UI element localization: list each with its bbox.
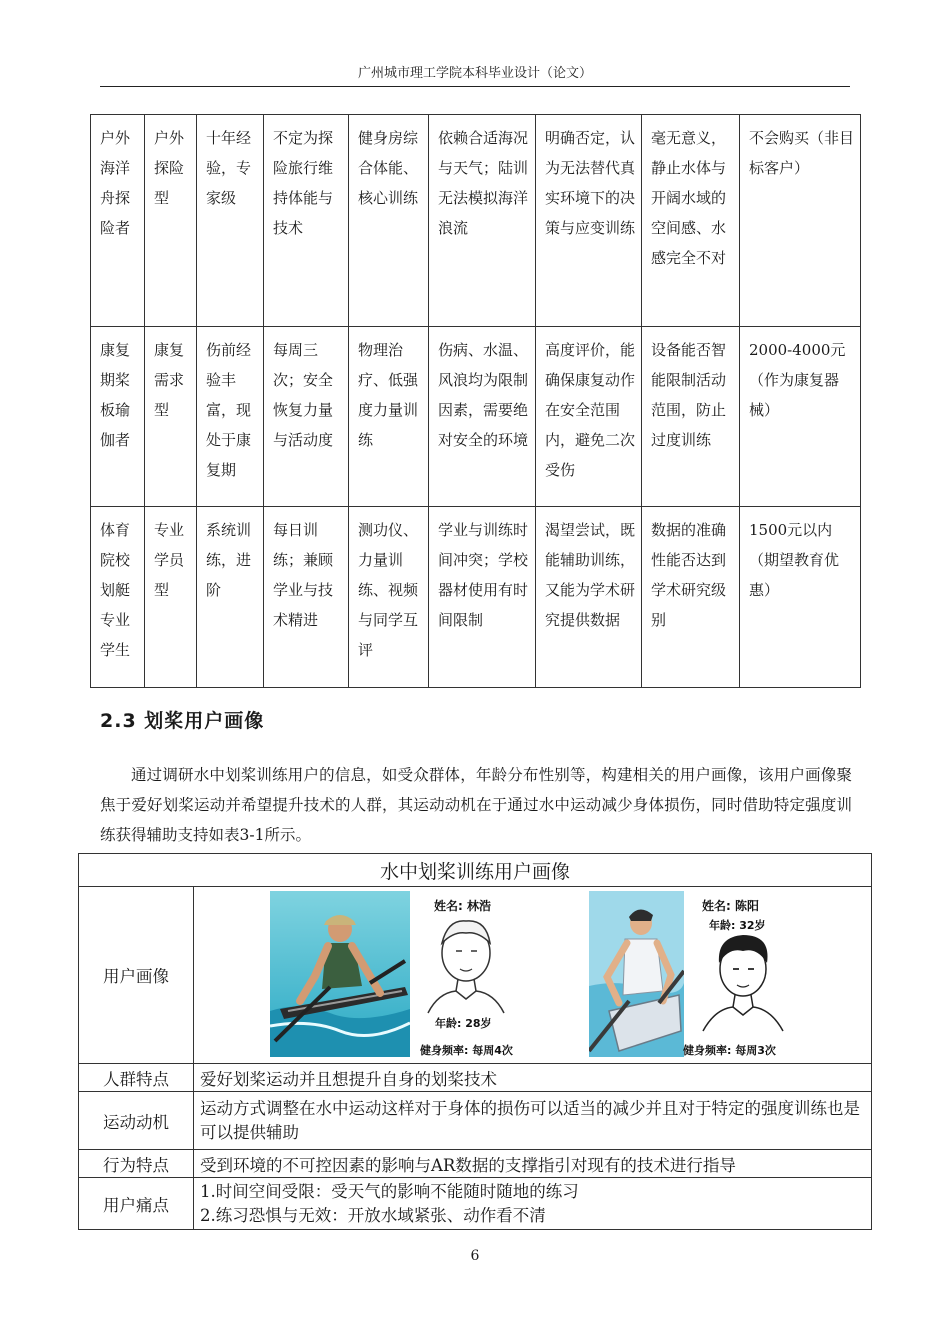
table-cell: 数据的准确性能否达到学术研究级别 xyxy=(642,507,740,688)
persona-1-frequency: 健身频率: 每周4次 xyxy=(420,1044,513,1057)
persona-row xyxy=(79,1150,872,1178)
persona-image-label: 用户画像 xyxy=(79,887,194,1064)
rower-photo-1 xyxy=(270,891,410,1057)
row-label: 行为特点 xyxy=(79,1150,194,1178)
table-cell: 不会购买（非目标客户） xyxy=(740,115,861,327)
row-value: 受到环境的不可控因素的影响与AR数据的支撑指引对现有的技术进行指导 xyxy=(194,1150,872,1178)
table-cell: 十年经验，专家级 xyxy=(197,115,264,327)
table-cell: 每周三次；安全恢复力量与活动度 xyxy=(264,327,349,507)
table-cell: 系统训练，进阶 xyxy=(197,507,264,688)
table-cell: 2000-4000元（作为康复器械） xyxy=(740,327,861,507)
table-row xyxy=(91,115,861,327)
table-cell: 健身房综合体能、核心训练 xyxy=(349,115,429,327)
table-row xyxy=(91,327,861,507)
persona-table-title-row xyxy=(79,854,872,887)
persona-table xyxy=(78,853,872,1230)
table-row xyxy=(91,507,861,688)
table-cell: 毫无意义，静止水体与开阔水域的空间感、水感完全不对 xyxy=(642,115,740,327)
persona-table-title: 水中划桨训练用户画像 xyxy=(79,854,872,887)
pain-point-2: 2.练习恐惧与无效：开放水域紧张、动作看不清 xyxy=(200,1205,546,1225)
table-cell: 明确否定，认为无法替代真实环境下的决策与应变训练 xyxy=(536,115,642,327)
table-cell: 设备能否智能限制活动范围，防止过度训练 xyxy=(642,327,740,507)
persona-2-frequency: 健身频率: 每周3次 xyxy=(683,1044,776,1057)
row-value: 爱好划桨运动并且想提升自身的划桨技术 xyxy=(194,1064,872,1092)
table-cell: 体育院校划艇专业学生 xyxy=(91,507,145,688)
row-label: 运动动机 xyxy=(79,1092,194,1150)
persona-row xyxy=(79,1092,872,1150)
persona-2-name: 姓名: 陈阳 xyxy=(702,899,759,913)
persona-card-2 xyxy=(589,891,879,1057)
table-cell: 康复需求型 xyxy=(145,327,197,507)
table-cell: 康复期桨板瑜伽者 xyxy=(91,327,145,507)
table-cell: 不定为探险旅行维持体能与技术 xyxy=(264,115,349,327)
row-label: 用户痛点 xyxy=(79,1178,194,1230)
table-cell: 伤前经验丰富，现处于康复期 xyxy=(197,327,264,507)
rower-photo-2 xyxy=(589,891,684,1057)
table-cell: 依赖合适海况与天气；陆训无法模拟海洋浪流 xyxy=(429,115,536,327)
table-cell: 伤病、水温、风浪均为限制因素，需要绝对安全的环境 xyxy=(429,327,536,507)
avatar-sketch-1 xyxy=(418,891,548,1057)
table-cell: 测功仪、力量训练、视频与同学互评 xyxy=(349,507,429,688)
table-cell: 1500元以内（期望教育优惠） xyxy=(740,507,861,688)
avatar-sketch-2 xyxy=(693,891,823,1057)
table-cell: 户外海洋舟探险者 xyxy=(91,115,145,327)
page-number: 6 xyxy=(470,1248,480,1264)
table-cell: 高度评价，能确保康复动作在安全范围内，避免二次受伤 xyxy=(536,327,642,507)
persona-image-row xyxy=(79,887,872,1064)
persona-2-age: 年龄: 32岁 xyxy=(709,919,766,932)
persona-card-1 xyxy=(270,891,560,1057)
row-value: 运动方式调整在水中运动这样对于身体的损伤可以适当的减少并且对于特定的强度训练也是可以提供辅助 xyxy=(194,1092,872,1150)
table-cell: 物理治疗、低强度力量训练 xyxy=(349,327,429,507)
table-cell: 专业学员型 xyxy=(145,507,197,688)
table-cell: 每日训练；兼顾学业与技术精进 xyxy=(264,507,349,688)
table-cell: 户外探险型 xyxy=(145,115,197,327)
page-header: 广州城市理工学院本科毕业设计（论文） xyxy=(100,62,850,87)
row-label: 人群特点 xyxy=(79,1064,194,1092)
persona-1-name: 姓名: 林浩 xyxy=(434,899,491,913)
section-heading: 2.3 划桨用户画像 xyxy=(100,710,265,732)
table-cell: 学业与训练时间冲突；学校器材使用有时间限制 xyxy=(429,507,536,688)
persona-row xyxy=(79,1178,872,1230)
table-cell: 渴望尝试，既能辅助训练，又能为学术研究提供数据 xyxy=(536,507,642,688)
pain-point-1: 1.时间空间受限：受天气的影响不能随时随地的练习 xyxy=(200,1181,579,1201)
section-paragraph: 通过调研水中划桨训练用户的信息，如受众群体，年龄分布性别等，构建相关的用户画像，该用户画像聚焦于爱好划桨运动并希望提升技术的人群，其运动动机在于通过水中运动减少身体损伤，同时借助特定强度训练获得辅助支持如表3-1所示。 xyxy=(100,766,852,844)
persona-1-age: 年龄: 28岁 xyxy=(435,1017,492,1030)
comparison-table xyxy=(90,114,861,688)
persona-images xyxy=(194,887,871,1063)
persona-row xyxy=(79,1064,872,1092)
